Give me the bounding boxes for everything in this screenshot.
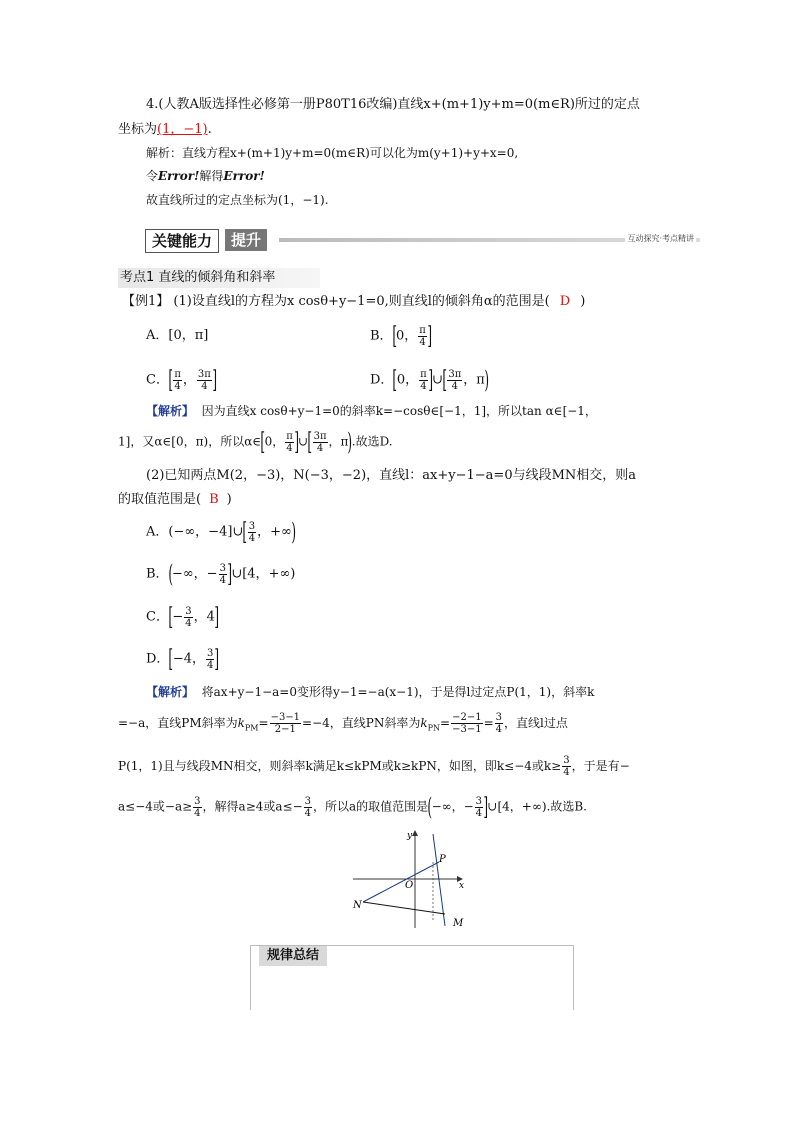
q4-error-2: Error! xyxy=(223,169,265,183)
analysis-text-4c: ，直线l过点 xyxy=(504,716,568,730)
q2-close: ) xyxy=(226,492,232,507)
ex1-q2-analysis-4: a≤−4或−a≥ $\frac{3}{4}$ ，解得a≥4或a≤− $\frac{3}{4}$ ，所以a的取值范围是(−∞，− $\frac{3}{4}$ ]∪[4，+∞).故选B. xyxy=(118,793,587,821)
banner-tag: 提升 xyxy=(225,229,267,251)
banner-sub: 互动探究·考点精讲 xyxy=(627,234,694,243)
q4-analysis-1: 解析：直线方程x+(m+1)y+m=0(m∈R)可以化为m(y+1)+y+x=0, xyxy=(146,146,519,160)
summary-box xyxy=(250,945,574,1010)
ex1-q2-analysis-2: =−a，直线PM斜率为$k_{PM}=$ $\frac{-3-1}{2-1}$ =−4，直线PN斜率为$k_{PN}=$ $\frac{-2-1}{-3-1}$ = $\frac{3}{4}$ ，直线l过点 xyxy=(118,712,568,735)
analysis-text-6c: ，所以a的取值范围是 xyxy=(313,799,429,814)
analysis-text-6b: ，解得a≥4或a≤− xyxy=(202,799,303,814)
q4-conclusion: 故直线所过的定点坐标为(1，−1). xyxy=(146,193,329,207)
analysis-text-5: P(1，1)且与线段MN相交，则斜率k满足k≤kPM或k≥kPN，如图，即k≤−4或k≥ xyxy=(118,759,562,773)
q4-analysis-2 xyxy=(146,166,265,186)
banner-main: 关键能力 xyxy=(145,229,219,253)
label-p: P xyxy=(439,854,446,865)
ex1-analysis-2: 1]，又α∈[0，π)，所以α∈[0， $\frac{\pi}{4}$ ]∪[ $\frac{3\pi}{4}$ ，π).故选D. xyxy=(118,428,393,456)
y-axis-arrow xyxy=(412,830,418,836)
opt-d-label: D． xyxy=(370,372,394,388)
ex1-option-b: B．[0， $\frac{\pi}{4}$ ] xyxy=(370,322,432,350)
line-pn xyxy=(363,862,439,902)
q4-let: 令 xyxy=(146,169,159,183)
analysis-text-5b: ，于是有− xyxy=(571,759,630,773)
ex1-option-a: A．[0，π] xyxy=(146,328,209,343)
opt-c-label: C． xyxy=(146,372,169,388)
analysis-text-4b: =−4，直线PN斜率为 xyxy=(302,716,421,730)
ex1-analysis-1 xyxy=(146,401,597,421)
ex1-q2-option-c: C．[− $\frac{3}{4}$ ，4] xyxy=(146,603,219,631)
label-n: N xyxy=(353,900,362,911)
ex1-question-2b xyxy=(118,490,232,510)
ex1-q2-analysis-1 xyxy=(146,682,594,702)
ex1-answer-2: B xyxy=(209,492,219,507)
q2-text: 的取值范围是( xyxy=(118,492,202,507)
analysis-text-6a: a≤−4或−a≥ xyxy=(118,799,193,814)
q4-error-1: Error! xyxy=(158,169,200,183)
topic-heading: 考点1 直线的倾斜角和斜率 xyxy=(118,268,320,288)
q4-line-1: 4.(人教A版选择性必修第一册P80T16改编)直线x+(m+1)y+m=0(m∈R)所过的定点 xyxy=(146,97,640,112)
coordinate-figure xyxy=(345,828,475,934)
label-x: x xyxy=(459,881,465,891)
opt-a2-label: A．(−∞，−4]∪ xyxy=(146,524,244,540)
opt-b-label: B． xyxy=(370,328,393,344)
ex1-q2-option-d: D．[−4， $\frac{3}{4}$ ] xyxy=(146,645,220,673)
label-origin: O xyxy=(405,880,414,891)
analysis-text-2a: 1]，又α∈[0，π)，所以α∈ xyxy=(118,434,262,449)
q4-answer-prefix: 坐标为 xyxy=(118,122,158,137)
summary-title: 规律总结 xyxy=(259,946,327,966)
analysis-text-1: 因为直线x cosθ+y−1=0的斜率k=−cosθ∈[−1，1]，所以tan α∈[−1， xyxy=(201,404,597,418)
ex1-option-d: D．[0， $\frac{\pi}{4}$ ]∪[ $\frac{3\pi}{4}$ ，π) xyxy=(370,366,489,394)
section-banner xyxy=(145,229,700,251)
opt-b2-label: B． xyxy=(146,566,169,582)
label-m: M xyxy=(453,918,464,929)
analysis-text-3: 将ax+y−1−a=0变形得y−1=−a(x−1)，于是得l过定点P(1，1)，斜率k xyxy=(201,685,595,699)
q4-period: . xyxy=(207,122,212,137)
q4-solve: 解得 xyxy=(199,169,224,183)
ex1-question-2a: (2)已知两点M(2，−3)，N(−3，−2)，直线l：ax+y−1−a=0与线段MN相交，则a xyxy=(146,468,637,483)
label-y: y xyxy=(407,831,413,841)
ex1-q1-close: ) xyxy=(580,294,586,309)
ex1-q2-option-a: A．(−∞，−4]∪[ $\frac{3}{4}$ ，+∞) xyxy=(146,518,296,546)
ex1-question-1 xyxy=(122,292,585,312)
ex1-option-c: C．[ $\frac{\pi}{4}$ ， $\frac{3\pi}{4}$ ] xyxy=(146,366,217,394)
analysis-text-2b: .故选D. xyxy=(351,434,393,449)
opt-c2-label: C． xyxy=(146,609,169,625)
q4-answer: (1，−1) xyxy=(157,122,208,137)
analysis-tag-1: 【解析】 xyxy=(146,404,195,418)
ex1-q1-text: 【例1】 (1)设直线l的方程为x cosθ+y−1=0,则直线l的倾斜角α的范围是( xyxy=(122,294,550,309)
ex1-answer-1: D xyxy=(559,294,571,309)
ex1-q2-analysis-3: P(1，1)且与线段MN相交，则斜率k满足k≤kPM或k≥kPN，如图，即k≤−4或k≥ $\frac{3}{4}$ ，于是有− xyxy=(118,755,630,778)
analysis-text-4a: =−a，直线PM斜率为 xyxy=(118,716,238,730)
q4-line-2 xyxy=(118,120,212,140)
ex1-q2-option-b: B．(−∞，− $\frac{3}{4}$ ]∪[4，+∞) xyxy=(146,560,296,588)
analysis-text-6d: ∪[4，+∞).故选B. xyxy=(487,799,587,814)
analysis-tag-2: 【解析】 xyxy=(146,685,195,699)
opt-d2-label: D． xyxy=(146,651,170,667)
